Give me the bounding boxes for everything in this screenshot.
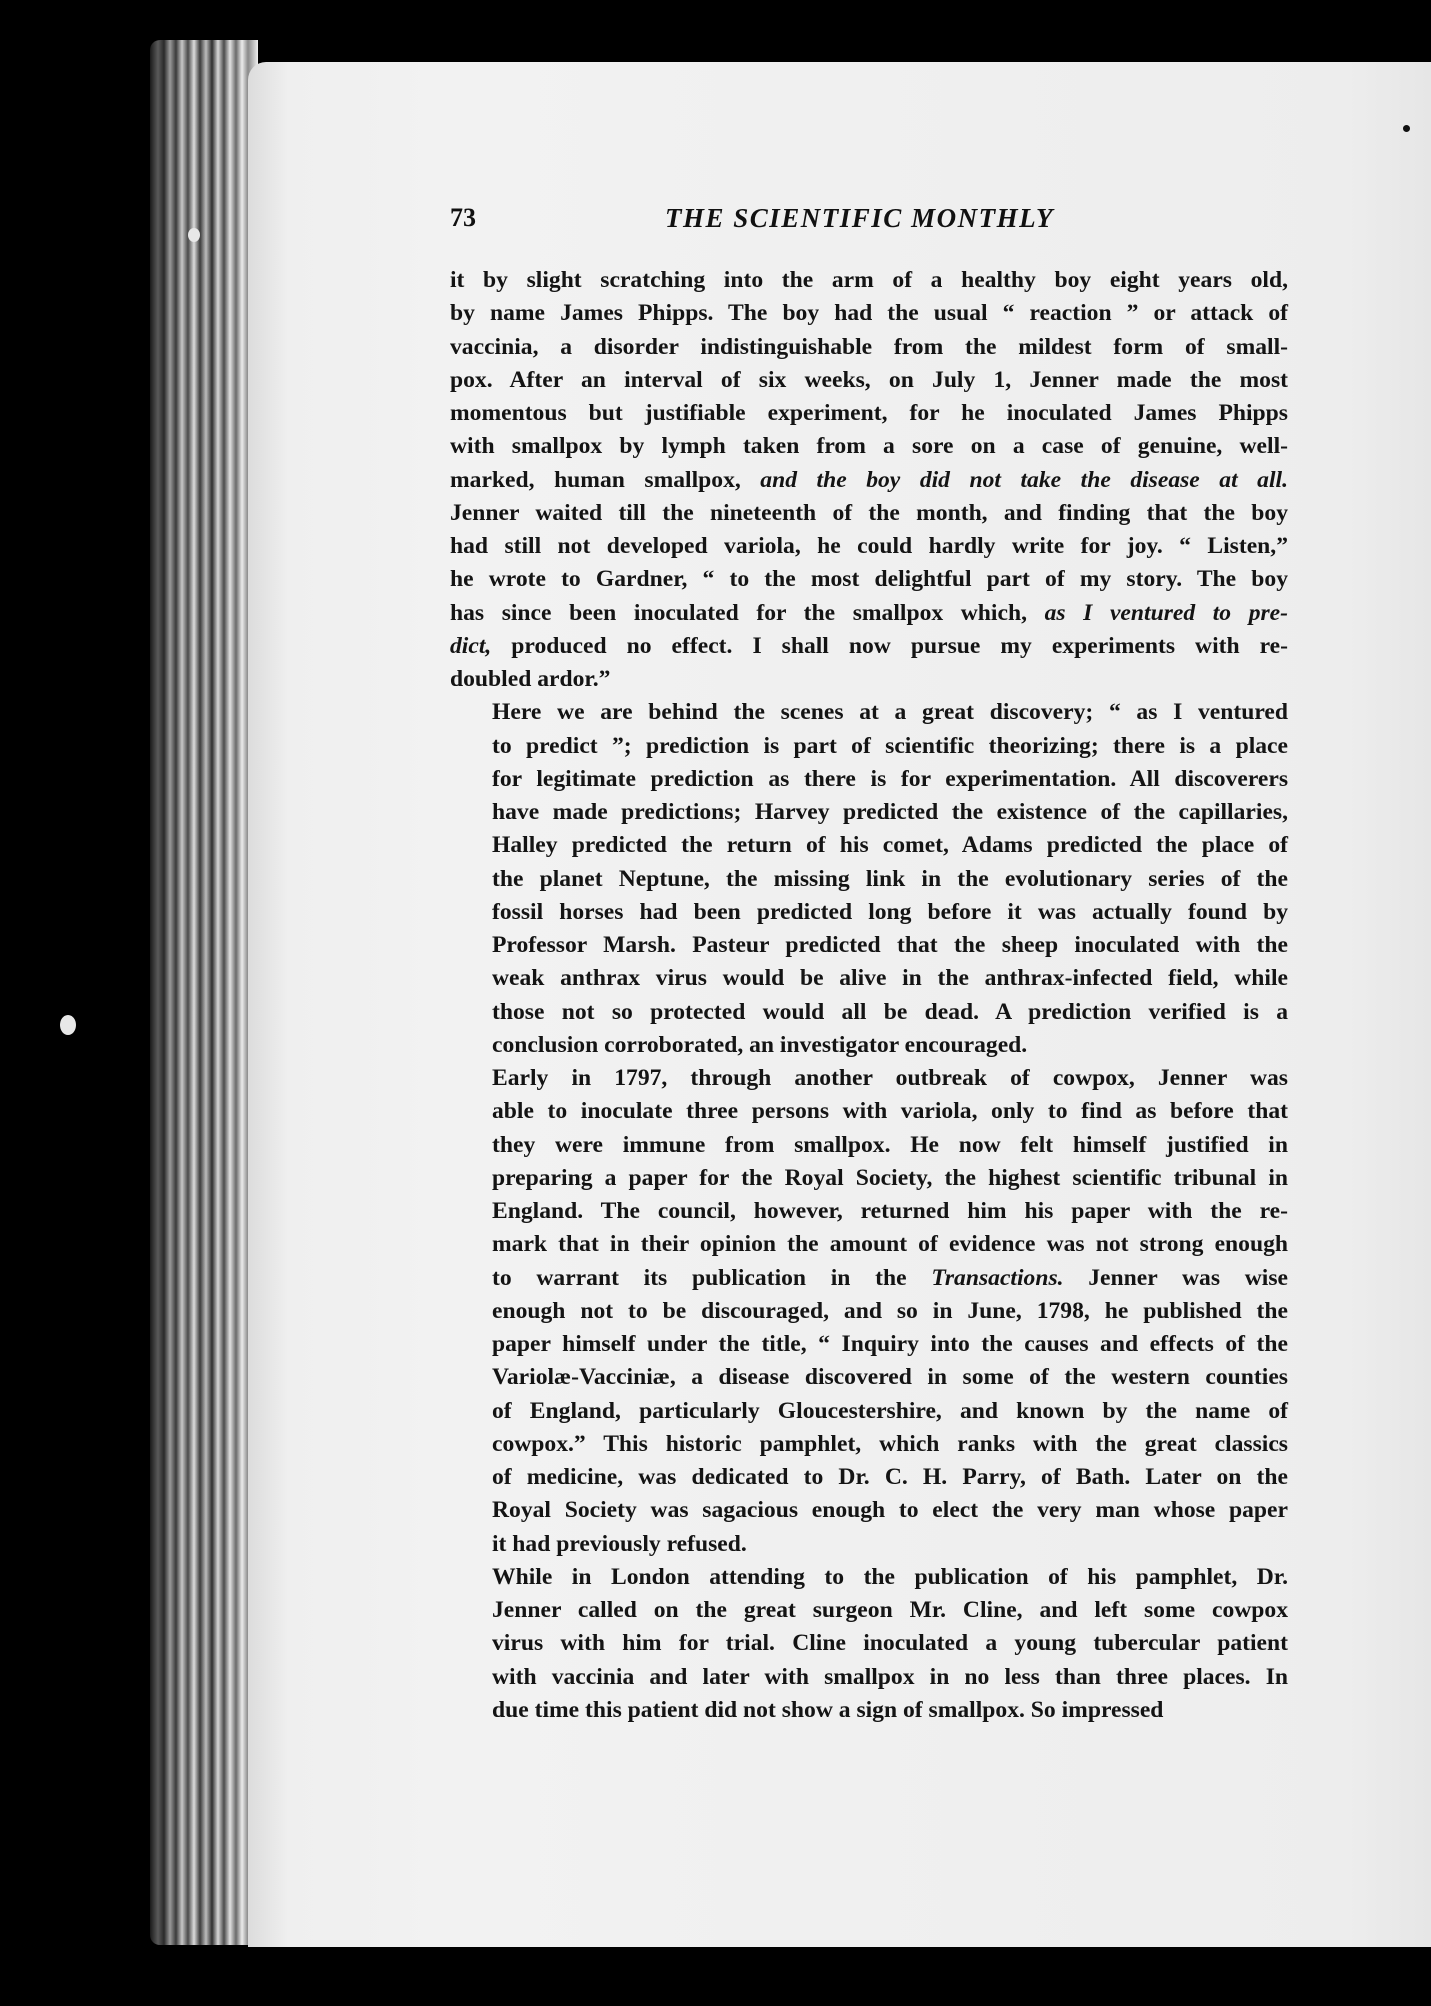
text-line: to warrant its publication in the Transactions. Jenner was wise [492,1264,1288,1291]
page-number: 73 [450,203,476,232]
text-line: paper himself under the title, “ Inquiry into the causes and effects of the [492,1331,1288,1357]
text-line: England. The council, however, returned him his paper with the re- [492,1198,1288,1224]
paragraph [450,696,1288,1062]
running-title: THE SCIENTIFIC MONTHLY [665,203,1055,233]
text-line: fossil horses had been predicted long before it was actually found by [492,898,1288,925]
text-line: weak anthrax virus would be alive in the anthrax-infected field, while [492,965,1288,992]
text-line: the planet Neptune, the missing link in the evolutionary series of the [492,865,1288,892]
text-line: doubled ardor.” [450,666,611,692]
text-line: to predict ”; prediction is part of scientific theorizing; there is a place [492,732,1288,759]
text-line: cowpox.” This historic pamphlet, which ranks with the great classics [492,1430,1288,1457]
text-line: Here we are behind the scenes at a great discovery; “ as I ventured [492,699,1288,726]
text-line: conclusion corroborated, an investigator encouraged. [492,1031,1028,1058]
text-line: with vaccinia and later with smallpox in no less than three places. In [492,1663,1288,1690]
text-line: marked, human smallpox, and the boy did not take the disease at all. [450,466,1288,493]
text-line: by name James Phipps. The boy had the usual “ reaction ” or attack of [450,300,1288,327]
page-header [450,203,1290,239]
text-line: Professor Marsh. Pasteur predicted that the sheep inoculated with the [492,932,1288,958]
text-line: enough not to be discouraged, and so in June, 1798, he published the [492,1297,1288,1324]
text-line: with smallpox by lymph taken from a sore on a case of genuine, well- [450,433,1288,460]
scan-speck [1403,125,1410,132]
text-line: Halley predicted the return of his comet, Adams predicted the place of [492,832,1288,859]
text-line: due time this patient did not show a sign of smallpox. So impressed [492,1696,1164,1723]
scan-speck [188,228,200,242]
text-line: While in London attending to the publication of his pamphlet, Dr. [492,1563,1288,1590]
text-line: preparing a paper for the Royal Society, the highest scientific tribunal in [492,1164,1288,1191]
text-line: those not so protected would all be dead. A prediction verified is a [492,998,1288,1025]
paragraph [450,1561,1288,1727]
text-line: of medicine, was dedicated to Dr. C. H. Parry, of Bath. Later on the [492,1464,1288,1490]
text-line: Royal Society was sagacious enough to elect the very man whose paper [492,1497,1288,1524]
text-line: it had previously refused. [492,1530,747,1557]
text-line: pox. After an interval of six weeks, on July 1, Jenner made the most [450,366,1288,393]
text-line: Jenner waited till the nineteenth of the month, and finding that the boy [450,499,1288,526]
text-line: dict, produced no effect. I shall now pursue my experiments with re- [450,632,1288,659]
text-line: vaccinia, a disorder indistinguishable from the mildest form of small- [450,333,1288,360]
text-line: had still not developed variola, he could hardly write for joy. “ Listen,” [450,533,1288,559]
text-line: Jenner called on the great surgeon Mr. Cline, and left some cowpox [492,1597,1288,1623]
text-line: mark that in their opinion the amount of evidence was not strong enough [492,1231,1288,1258]
text-line: he wrote to Gardner, “ to the most delightful part of my story. The boy [450,566,1288,593]
paragraph [450,1062,1288,1561]
text-line: they were immune from smallpox. He now felt himself justified in [492,1131,1288,1158]
text-line: have made predictions; Harvey predicted the existence of the capillaries, [492,799,1288,825]
text-line: for legitimate prediction as there is for experimentation. All discoverers [492,765,1288,792]
scan-speck [60,1015,76,1035]
text-line: it by slight scratching into the arm of a healthy boy eight years old, [450,267,1288,293]
text-line: momentous but justifiable experiment, for he inoculated James Phipps [450,400,1288,426]
text-line: virus with him for trial. Cline inoculated a young tubercular patient [492,1630,1288,1657]
article-body [450,264,1288,1727]
text-line: Early in 1797, through another outbreak of cowpox, Jenner was [492,1065,1288,1091]
text-line: able to inoculate three persons with variola, only to find as before that [492,1098,1288,1125]
book-binding-edge [150,40,258,1945]
paragraph [450,264,1288,696]
text-line: Variolæ-Vacciniæ, a disease discovered in some of the western counties [492,1364,1288,1391]
text-line: has since been inoculated for the smallpox which, as I ventured to pre- [450,599,1289,626]
text-line: of England, particularly Gloucestershire, and known by the name of [492,1397,1288,1424]
